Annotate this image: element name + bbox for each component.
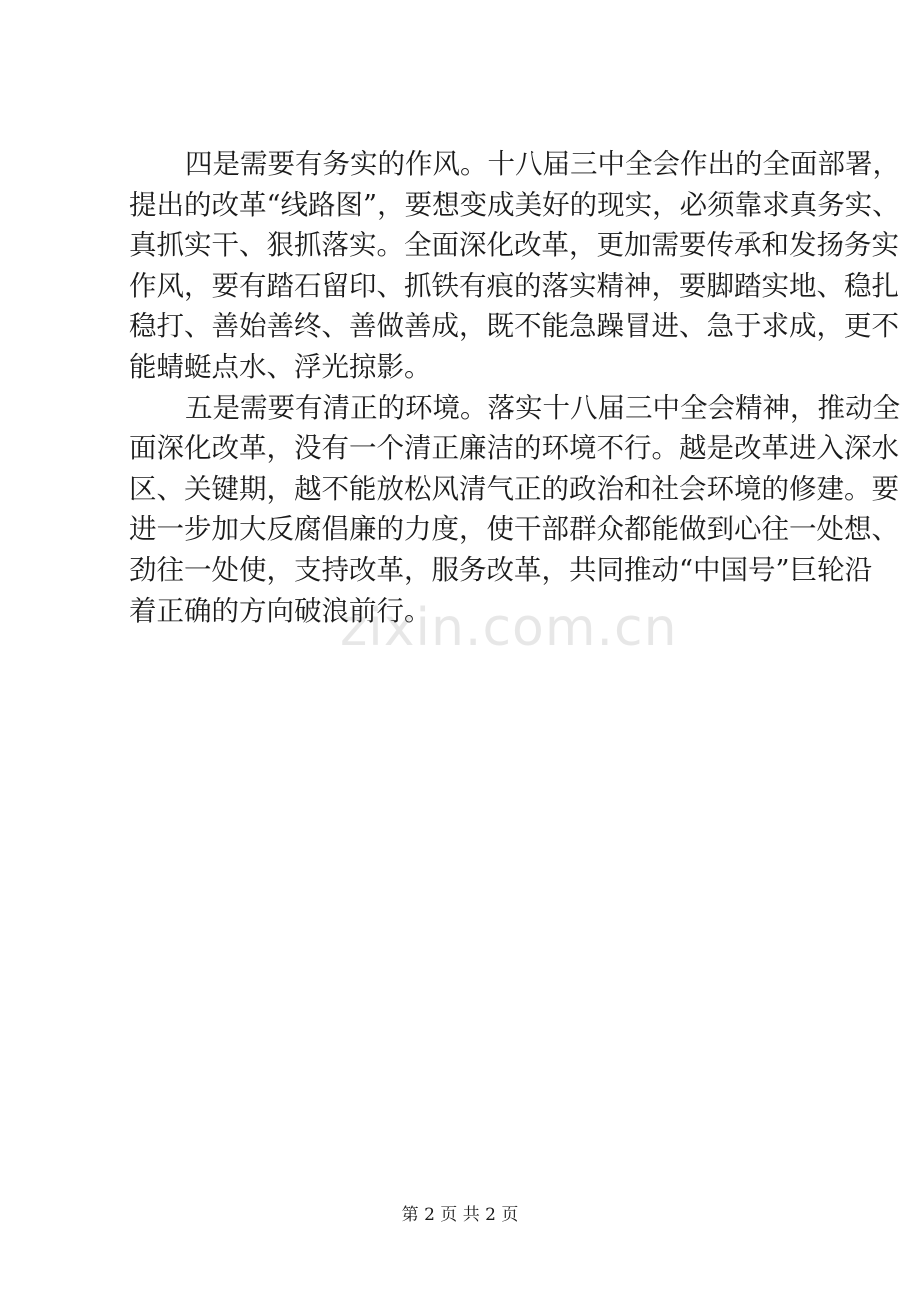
paragraph-2-line-2: 面深化改革，没有一个清正廉洁的环境不行。越是改革进入深水 xyxy=(129,432,899,465)
paragraph-1-line-1: 四是需要有务实的作风。十八届三中全会作出的全面部署， xyxy=(185,148,900,180)
paragraph-2-line-6: 着正确的方向破浪前行。 xyxy=(129,594,432,627)
paragraph-2-line-4: 进一步加大反腐倡廉的力度，使干部群众都能做到心往一处想、 xyxy=(129,513,899,546)
page-number-footer: 第 2 页 共 2 页 xyxy=(401,1205,519,1225)
paragraph-2-line-3: 区、关键期，越不能放松风清气正的政治和社会环境的修建。要 xyxy=(129,472,899,505)
paragraph-1-line-2: 提出的改革“线路图”，要想变成美好的现实，必须靠求真务实、 xyxy=(129,188,900,221)
paragraph-2-line-1: 五是需要有清正的环境。落实十八届三中全会精神，推动全 xyxy=(185,391,900,424)
paragraph-1-line-3: 真抓实干、狠抓落实。全面深化改革，更加需要传承和发扬务实 xyxy=(129,229,899,262)
paragraph-2-line-5: 劲往一处使，支持改革，服务改革，共同推动“中国号”巨轮沿 xyxy=(129,553,873,586)
document-body xyxy=(129,144,900,631)
paragraph-1-line-5: 稳打、善始善终、善做善成，既不能急躁冒进、急于求成，更不 xyxy=(129,310,899,343)
watermark: zixin.com.cn xyxy=(340,598,678,658)
paragraph-1-line-6: 能蜻蜓点水、浮光掠影。 xyxy=(129,350,432,383)
paragraph-1-line-4: 作风，要有踏石留印、抓铁有痕的落实精神，要脚踏实地、稳扎 xyxy=(129,269,899,302)
